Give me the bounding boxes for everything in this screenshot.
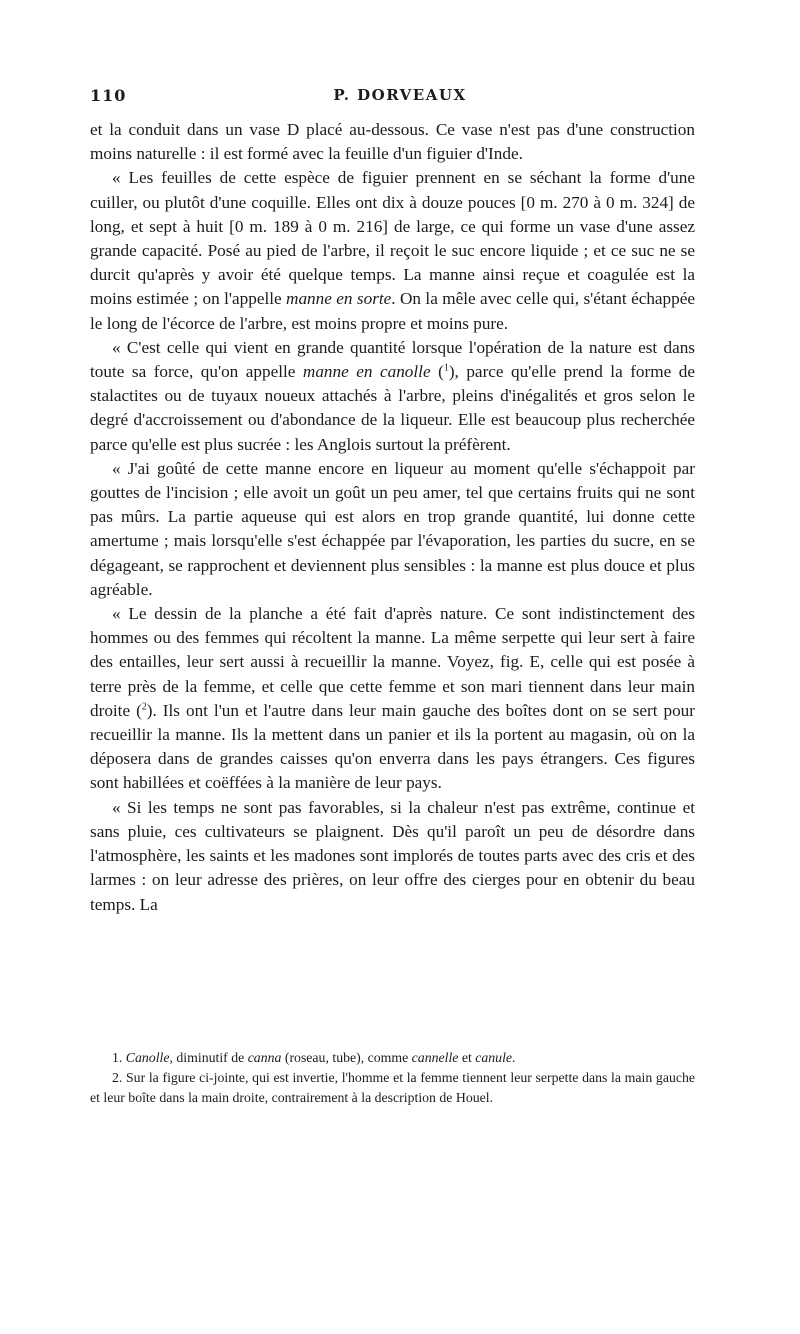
text-run: ( xyxy=(430,362,444,382)
text-run: ), parce qu'elle prend la forme de stalactites ou de tuyaux noueux attachés à l'arbre, pleins d'inégalités et gros selon le degré d'accroissement ou d'abondance de la liqueur. Elle est beaucoup plus recherchée parce qu'elle est plus sucrée : les Anglois surtout la préfèrent. xyxy=(90,362,695,454)
paragraph xyxy=(90,796,695,917)
text-run: et la conduit dans un vase D placé au-dessous. Ce vase n'est pas d'une construction moins naturelle : il est formé avec la feuille d'un figuier d'Inde. xyxy=(90,120,695,164)
paragraph xyxy=(90,457,695,602)
paragraph xyxy=(90,336,695,457)
italic-text: manne en canolle xyxy=(302,362,431,382)
text-run: , diminutif de xyxy=(169,1050,248,1065)
italic-text: canule xyxy=(475,1050,513,1065)
text-run: « Les feuilles de cette espèce de figuier prennent en se séchant la forme d'une cuiller, ou plutôt d'une coquille. Elles ont dix à douze pouces [0 m. 270 à 0 m. 324] de long, et sept à huit [0 m. 189 à 0 m. 216] de large, ce qui forme un vase d'une assez grande capacité. Posé au pied de l'arbre, il reçoit le suc encore liquide ; et ce suc ne se durcit qu'après y avoir été quelque temps. La manne ainsi reçue et coagulée est la moins estimée ; on l'appelle xyxy=(90,168,695,309)
text-run: . On la mêle avec celle qui, s'étant échappée le long de l'écorce de l'arbre, est moins propre et moins pure. xyxy=(90,289,695,333)
text-run: « C'est celle qui vient en grande quantité lorsque l'opération de la nature est dans toute sa force, qu'on appelle xyxy=(90,337,695,382)
text-run: et xyxy=(458,1050,476,1065)
text-run: « Le dessin de la planche a été fait d'après nature. Ce sont indistinctement des hommes ou des femmes qui récoltent la manne. La même serpette qui leur sert à faire des entailles, leur sert aussi à recueillir la manne. Voyez, fig. E, celle qui est posée à terre près de la femme, et celle que cette femme et son mari tiennent dans leur main droite ( xyxy=(90,604,695,720)
italic-text: canna xyxy=(247,1050,282,1065)
paragraph xyxy=(90,118,695,166)
footnote-ref: 2 xyxy=(141,701,147,713)
page-header xyxy=(90,86,710,114)
footnote xyxy=(90,1048,695,1068)
italic-text: cannelle xyxy=(411,1050,459,1065)
text-run: « Si les temps ne sont pas favorables, si la chaleur n'est pas extrême, continue et sans pluie, ces cultivateurs se plaignent. Dès qu'il paroît un peu de désordre dans l'atmosphère, les saints et les madones sont implorés de toutes parts avec des cris et des larmes : on leur adresse des prières, on leur offre des cierges pour en obtenir du beau temps. La xyxy=(90,797,695,914)
italic-text: manne en sorte xyxy=(286,289,392,309)
page-number: 110 xyxy=(90,86,127,105)
paragraph xyxy=(90,166,695,335)
italic-text: Canolle xyxy=(125,1050,170,1065)
footnote-ref: 1 xyxy=(443,362,449,374)
footnotes xyxy=(90,1048,695,1108)
text-run: 1. xyxy=(112,1050,126,1065)
paragraph xyxy=(90,602,695,796)
text-run: . xyxy=(512,1050,516,1065)
body-text xyxy=(90,118,695,917)
running-head: P. DORVEAUX xyxy=(333,86,467,104)
text-run: 2. Sur la figure ci-jointe, qui est invertie, l'homme et la femme tiennent leur serpette dans la main gauche et leur boîte dans la main droite, contrairement à la description de Houel. xyxy=(90,1070,695,1105)
footnote xyxy=(90,1068,695,1108)
text-run: (roseau, tube), comme xyxy=(281,1050,412,1065)
text-run: ). Ils ont l'un et l'autre dans leur main gauche des boîtes dont on se sert pour recueillir la manne. Ils la mettent dans un panier et ils la portent au magasin, où on la déposera dans de grandes caisses qu'on enverra dans les pays étrangers. Ces figures sont habillées et coëffées à la manière de leur pays. xyxy=(90,700,695,793)
text-run: « J'ai goûté de cette manne encore en liqueur au moment qu'elle s'échappoit par gouttes de l'incision ; elle avoit un goût un peu amer, tel que certains fruits qui ne sont pas mûrs. La partie aqueuse qui est alors en trop grande quantité, lui donne cette amertume ; mais lorsqu'elle s'est échappée par l'évaporation, les parties du sucre, en se dégageant, se rapprochent et deviennent plus sensibles : la manne est plus douce et plus agréable. xyxy=(90,458,695,599)
